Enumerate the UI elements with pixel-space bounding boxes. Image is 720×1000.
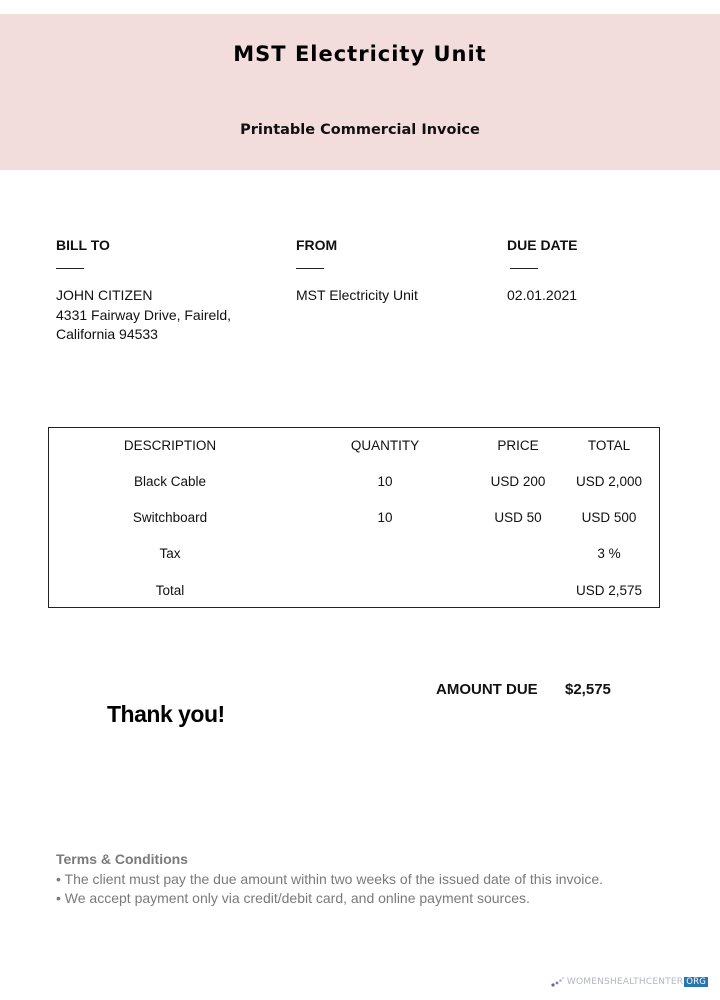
company-name: MST Electricity Unit: [233, 42, 487, 66]
dots-icon: [551, 976, 565, 988]
table-cell-quantity: 10: [377, 474, 393, 489]
document-subtitle: Printable Commercial Invoice: [240, 122, 480, 138]
terms-item: • The client must pay the due amount within two weeks of the issued date of this invoice.: [56, 871, 604, 887]
table-cell-quantity: 10: [377, 510, 393, 525]
table-cell-total: USD 500: [581, 510, 637, 525]
amount-due-value: $2,575: [565, 681, 611, 698]
invoice-header-banner: [0, 14, 720, 170]
table-cell-total: USD 2,000: [575, 474, 643, 489]
bill-to-address: [56, 286, 231, 345]
table-cell-description: Black Cable: [133, 474, 207, 489]
watermark-logo: [551, 975, 708, 989]
table-header-description: DESCRIPTION: [123, 438, 217, 453]
terms-title: Terms & Conditions: [56, 851, 188, 867]
terms-item: • We accept payment only via credit/debit card, and online payment sources.: [56, 890, 530, 906]
from-divider: [296, 268, 324, 269]
bill-to-divider: [56, 268, 84, 269]
amount-due-label: AMOUNT DUE: [436, 681, 538, 698]
due-date-divider: [510, 268, 538, 269]
table-cell-price: USD 200: [490, 474, 546, 489]
table-cell-price: USD 50: [494, 510, 542, 525]
from-label: FROM: [296, 237, 338, 253]
table-cell-tax-value: 3 %: [597, 546, 621, 561]
bill-to-street: 4331 Fairway Drive, Faireld,: [56, 306, 232, 323]
due-date-value: 02.01.2021: [507, 287, 578, 303]
invoice-items-table: [48, 427, 660, 608]
table-cell-grand-total: USD 2,575: [575, 583, 643, 598]
bill-to-name: JOHN CITIZEN: [56, 287, 153, 303]
watermark-name: WOMENSHEALTHCENTER: [566, 977, 684, 987]
table-cell-description: Switchboard: [132, 510, 208, 525]
due-date-label: DUE DATE: [507, 237, 578, 253]
watermark-tld: ORG: [686, 977, 706, 987]
table-cell-tax-label: Tax: [159, 546, 181, 561]
from-value: MST Electricity Unit: [296, 287, 418, 303]
table-header-total: TOTAL: [587, 438, 631, 453]
table-header-price: PRICE: [497, 438, 539, 453]
bill-to-city: California 94533: [56, 326, 158, 342]
table-header-quantity: QUANTITY: [350, 438, 420, 453]
bill-to-label: BILL TO: [56, 237, 110, 253]
table-cell-total-label: Total: [155, 583, 185, 598]
thank-you-message: Thank you!: [107, 701, 225, 727]
